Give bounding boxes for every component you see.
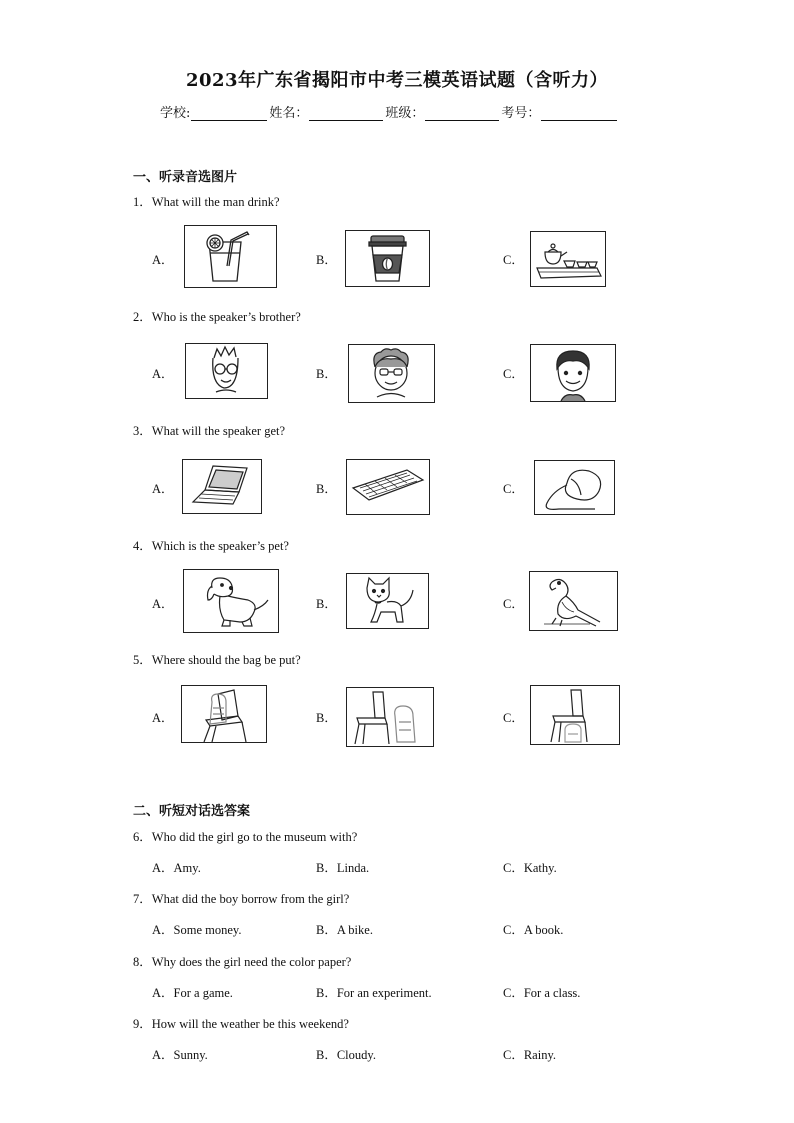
question-text: Why does the girl need the color paper? [151, 955, 352, 969]
question-number: 2． [133, 310, 152, 324]
option-c[interactable]: C．Kathy. [503, 861, 557, 875]
question-text: What will the man drink? [151, 195, 280, 209]
bag-under-chair-icon[interactable] [530, 685, 620, 745]
boy-curly-glasses-icon[interactable] [348, 344, 435, 403]
name-label: 姓名： [269, 106, 309, 121]
option-letter[interactable]: A． [152, 597, 174, 611]
question-text: What will the speaker get? [151, 424, 286, 438]
option-letter[interactable]: A． [152, 711, 174, 725]
option-letter[interactable]: C． [503, 482, 524, 496]
tea-set-icon[interactable] [530, 231, 606, 287]
question-7 [133, 889, 349, 907]
bag-on-chair-icon[interactable] [181, 685, 267, 743]
option-c[interactable]: C．A book. [503, 923, 564, 937]
question-number: 6． [133, 830, 152, 844]
option-letter[interactable]: A． [152, 253, 174, 267]
bag-beside-chair-icon[interactable] [346, 687, 434, 747]
boy-smiling-icon[interactable] [530, 344, 616, 402]
section2-heading: 二、听短对话选答案 [133, 804, 251, 819]
question-text: What did the boy borrow from the girl? [151, 892, 350, 906]
option-a[interactable]: A．Amy. [152, 861, 201, 875]
school-blank[interactable] [191, 106, 267, 121]
question-text: Where should the bag be put? [151, 653, 301, 667]
keyboard-icon[interactable] [346, 459, 430, 515]
question-text: Who is the speaker’s brother? [151, 310, 301, 324]
question-text: Who did the girl go to the museum with? [151, 830, 358, 844]
option-b[interactable]: B．A bike. [316, 923, 373, 937]
student-info-row [160, 102, 619, 121]
question-number: 4． [133, 539, 152, 553]
question-number: 8． [133, 955, 152, 969]
question-9 [133, 1014, 349, 1032]
question-number: 7． [133, 892, 152, 906]
dog-icon[interactable] [183, 569, 279, 633]
question-3 [133, 421, 285, 439]
class-blank[interactable] [425, 106, 499, 121]
option-a[interactable]: A．Some money. [152, 923, 242, 937]
option-letter[interactable]: A． [152, 367, 174, 381]
laptop-icon[interactable] [182, 459, 262, 514]
option-a[interactable]: A．For a game. [152, 986, 233, 1000]
section1-heading: 一、听录音选图片 [133, 170, 238, 185]
option-b[interactable]: B．For an experiment. [316, 986, 432, 1000]
name-blank[interactable] [309, 106, 383, 121]
question-5 [133, 650, 301, 668]
option-letter[interactable]: A． [152, 482, 174, 496]
boy-glasses-icon[interactable] [185, 343, 268, 399]
question-number: 5． [133, 653, 152, 667]
cat-icon[interactable] [346, 573, 429, 629]
option-c[interactable]: C．For a class. [503, 986, 581, 1000]
option-letter[interactable]: C． [503, 367, 524, 381]
option-a[interactable]: A．Sunny. [152, 1048, 208, 1062]
question-6 [133, 827, 357, 845]
option-letter[interactable]: B． [316, 597, 337, 611]
coffee-cup-icon[interactable] [345, 230, 430, 287]
option-letter[interactable]: B． [316, 711, 337, 725]
exam-no-label: 考号： [501, 106, 541, 121]
question-number: 3． [133, 424, 152, 438]
option-letter[interactable]: C． [503, 253, 524, 267]
question-4 [133, 536, 289, 554]
option-letter[interactable]: B． [316, 482, 337, 496]
option-b[interactable]: B．Linda. [316, 861, 370, 875]
page-title: 2023年广东省揭阳市中考三模英语试题（含听力） [185, 70, 609, 91]
exam-no-blank[interactable] [541, 106, 617, 121]
question-number: 9． [133, 1017, 152, 1031]
option-letter[interactable]: C． [503, 711, 524, 725]
question-1 [133, 192, 280, 210]
option-letter[interactable]: B． [316, 367, 337, 381]
mouse-icon[interactable] [534, 460, 615, 515]
option-c[interactable]: C．Rainy. [503, 1048, 557, 1062]
option-letter[interactable]: B． [316, 253, 337, 267]
question-number: 1． [133, 195, 152, 209]
question-text: How will the weather be this weekend? [151, 1017, 349, 1031]
option-b[interactable]: B．Cloudy. [316, 1048, 376, 1062]
option-letter[interactable]: C． [503, 597, 524, 611]
juice-glass-icon[interactable] [184, 225, 277, 288]
question-text: Which is the speaker’s pet? [151, 539, 289, 553]
question-2 [133, 307, 301, 325]
parrot-icon[interactable] [529, 571, 618, 631]
question-8 [133, 952, 351, 970]
school-label: 学校: [160, 106, 191, 121]
class-label: 班级： [385, 106, 425, 121]
